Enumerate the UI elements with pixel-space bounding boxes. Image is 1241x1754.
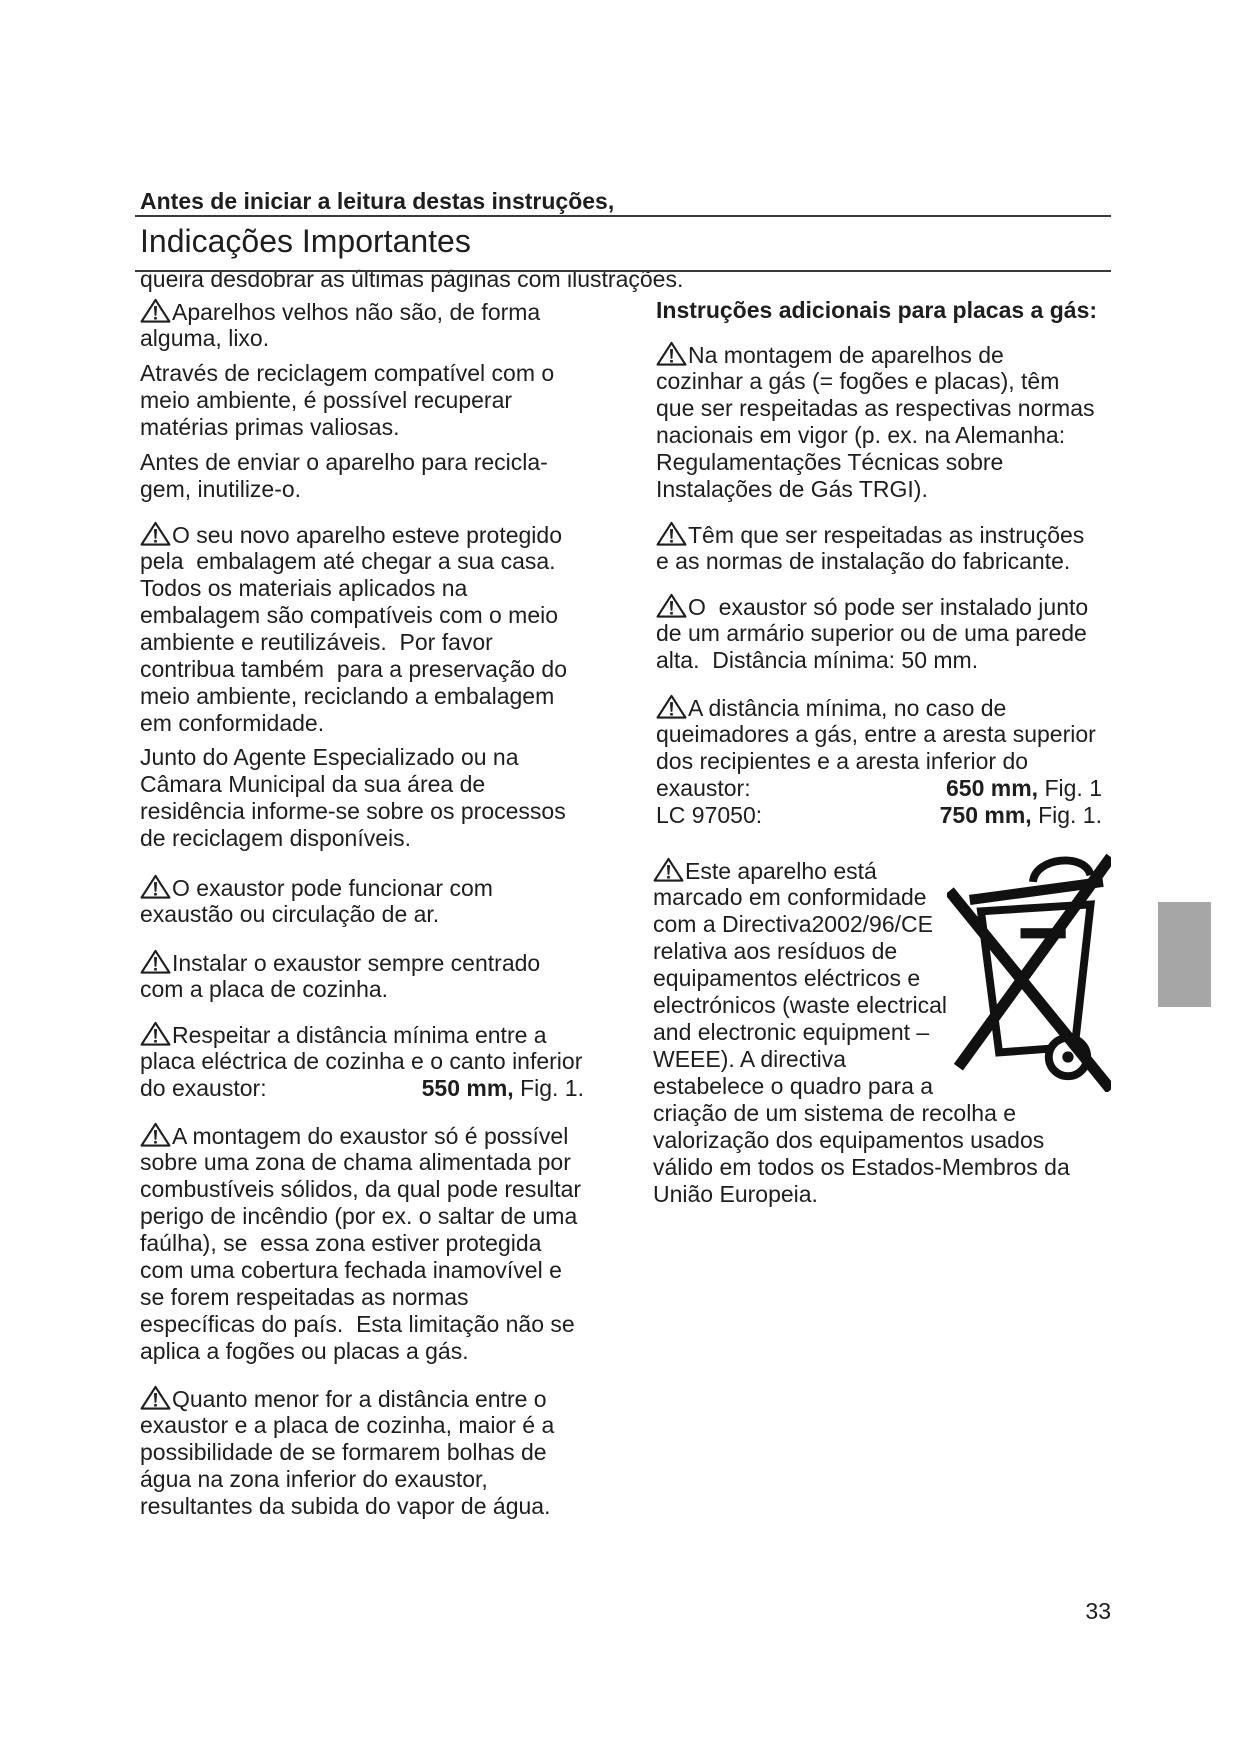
line-text: and electronic equipment –: [653, 1019, 930, 1045]
warning-triangle-icon: [140, 1021, 171, 1046]
text-line: [656, 476, 1095, 503]
line-text: O exaustor só pode ser instalado junto: [688, 594, 1089, 620]
value-distance: 750 mm,: [939, 802, 1032, 828]
warning-triangle-icon: [140, 521, 171, 546]
text-line: [140, 548, 567, 575]
line-text: estabelece o quadro para a: [653, 1073, 934, 1099]
line-text: de reciclagem disponíveis.: [140, 825, 412, 851]
line-text: residência informe-se sobre os processos: [140, 798, 566, 824]
text-line: [140, 476, 548, 503]
text-line: [140, 949, 540, 976]
warning-triangle-icon: [140, 298, 171, 323]
text-line: [140, 1149, 581, 1176]
line-text: Antes de enviar o aparelho para recicla-: [140, 449, 548, 475]
value-group: [422, 1075, 584, 1102]
line-text: exaustor e a placa de cozinha, maior é a: [140, 1412, 555, 1438]
intro-line: queira desdobrar as últimas páginas com ilustrações.: [140, 266, 684, 292]
line-text: válido em todos os Estados-Membros da: [653, 1154, 1070, 1180]
warning-triangle-icon: [656, 521, 687, 546]
text-line: [656, 422, 1095, 449]
text-line: [656, 721, 1102, 748]
line-text: água na zona inferior do exaustor,: [140, 1466, 488, 1492]
paragraph-min-distance-electric: [140, 1021, 584, 1102]
text-line: [140, 1048, 584, 1075]
line-text: cozinhar a gás (= fogões e placas), têm: [656, 368, 1060, 394]
line-text: Todos os materiais aplicados na: [140, 575, 468, 601]
text-line: [140, 521, 567, 548]
text-line: [140, 1466, 554, 1493]
gas-instructions-heading: Instruções adicionais para placas a gás:: [656, 297, 1098, 323]
line-text: meio ambiente, reciclando a embalagem: [140, 683, 555, 709]
text-line: [140, 449, 548, 476]
line-text: O exaustor pode funcionar com: [172, 875, 493, 901]
line-text: exaustão ou circulação de ar.: [140, 901, 440, 927]
text-line: [653, 1181, 1070, 1208]
line-text: A distância mínima, no caso de: [688, 695, 1007, 721]
line-text: equipamentos eléctricos e: [653, 965, 921, 991]
line-text: Instalações de Gás TRGI).: [656, 476, 928, 502]
text-line: [140, 656, 567, 683]
paragraph-min-distance-gas: [656, 694, 1102, 829]
section-title: Indicações Importantes: [140, 223, 471, 259]
value-distance: 650 mm,: [946, 775, 1039, 801]
text-line: [140, 1021, 584, 1048]
line-text: Este aparelho está: [685, 858, 877, 884]
text-line: [140, 298, 540, 325]
value-figure-ref: Fig. 1: [1038, 775, 1102, 801]
line-text: queimadores a gás, entre a aresta superior: [656, 721, 1096, 747]
warning-triangle-icon: [653, 857, 684, 882]
value-figure-ref: Fig. 1.: [1031, 802, 1102, 828]
line-text: alta. Distância mínima: 50 mm.: [656, 647, 979, 673]
line-text: Junto do Agente Especializado ou na: [140, 744, 519, 770]
line-text: relativa aos resíduos de: [653, 938, 898, 964]
line-text: Instalar o exaustor sempre centrado: [172, 950, 541, 976]
value-label: exaustor:: [656, 775, 751, 801]
line-text: Regulamentações Técnicas sobre: [656, 449, 1004, 475]
line-text: perigo de incêndio (por ex. o saltar de uma: [140, 1203, 578, 1229]
paragraph-condensation: [140, 1385, 554, 1520]
line-text: faúlha), se essa zona estiver protegida: [140, 1230, 542, 1256]
line-text: matérias primas valiosas.: [140, 414, 400, 440]
text-line: [140, 1385, 554, 1412]
text-line: [140, 771, 566, 798]
line-text: criação de um sistema de recolha e: [653, 1100, 1017, 1126]
text-line: [140, 1412, 554, 1439]
line-text: marcado em conformidade: [653, 884, 927, 910]
line-text: Câmara Municipal da sua área de: [140, 771, 486, 797]
line-text: com uma cobertura fechada inamovível e: [140, 1257, 562, 1283]
text-line: [656, 775, 1102, 802]
line-text: Através de reciclagem compatível com o: [140, 360, 555, 386]
line-text: em conformidade.: [140, 710, 325, 736]
text-line: [656, 449, 1095, 476]
text-line: [140, 1257, 581, 1284]
text-line: [140, 1439, 554, 1466]
paragraph-old-appliances: [140, 298, 540, 352]
text-line: [656, 748, 1102, 775]
text-line: [140, 710, 567, 737]
text-line: [140, 360, 554, 387]
line-text: e as normas de instalação do fabricante.: [656, 548, 1071, 574]
line-text: combustíveis sólidos, da qual pode resultar: [140, 1176, 582, 1202]
line-text: Têm que ser respeitadas as instruções: [688, 522, 1085, 548]
text-line: [656, 802, 1102, 829]
line-text: Quanto menor for a distância entre o: [172, 1386, 547, 1412]
warning-triangle-icon: [656, 694, 687, 719]
text-line: [140, 629, 567, 656]
line-text: resultantes da subida do vapor de água.: [140, 1493, 551, 1519]
text-line: [140, 1203, 581, 1230]
paragraph-gas-standards: [656, 341, 1095, 503]
line-text: nacionais em vigor (p. ex. na Alemanha:: [656, 422, 1066, 448]
line-text: se forem respeitadas as normas: [140, 1284, 469, 1310]
warning-triangle-icon: [140, 1385, 171, 1410]
side-thumb-tab: [1158, 902, 1211, 1007]
line-text: que ser respeitadas as respectivas normas: [656, 395, 1095, 421]
text-line: [653, 1127, 1070, 1154]
value-label: LC 97050:: [656, 802, 763, 828]
line-text: alguma, lixo.: [140, 325, 270, 351]
paragraph-center-hood: [140, 949, 540, 1003]
value-group: [940, 802, 1102, 829]
line-text: A montagem do exaustor só é possível: [172, 1123, 569, 1149]
page-number: 33: [1085, 1598, 1111, 1624]
title-rule-top: [135, 215, 1111, 217]
crossed-out-wheeled-bin-icon: [947, 848, 1111, 1092]
text-line: [140, 602, 567, 629]
warning-triangle-icon: [656, 593, 687, 618]
warning-triangle-icon: [140, 1122, 171, 1147]
text-line: [656, 647, 1088, 674]
line-text: Aparelhos velhos não são, de forma: [172, 299, 541, 325]
text-line: [653, 1100, 1070, 1127]
line-text: electrónicos (waste electrical: [653, 992, 948, 1018]
value-label: do exaustor:: [140, 1075, 267, 1101]
text-line: [140, 874, 493, 901]
text-line: [656, 548, 1084, 575]
line-text: sobre uma zona de chama alimentada por: [140, 1149, 571, 1175]
text-line: [140, 901, 493, 928]
text-line: [140, 414, 554, 441]
line-text: valorização dos equipamentos usados: [653, 1127, 1045, 1153]
line-text: Respeitar a distância mínima entre a: [172, 1022, 547, 1048]
text-line: [140, 1493, 554, 1520]
text-line: [656, 395, 1095, 422]
text-line: [140, 1075, 584, 1102]
text-line: [656, 694, 1102, 721]
text-line: [140, 387, 554, 414]
text-line: [140, 744, 566, 771]
line-text: dos recipientes e a aresta inferior do: [656, 748, 1029, 774]
line-text: com a Directiva2002/96/CE: [653, 911, 933, 937]
paragraph-manufacturer-instructions: [656, 521, 1084, 575]
line-text: com a placa de cozinha.: [140, 976, 389, 1002]
paragraph-local-recycling-info: [140, 744, 566, 852]
line-text: ambiente e reutilizáveis. Por favor: [140, 629, 493, 655]
value-distance: 550 mm,: [421, 1075, 514, 1101]
text-line: [140, 976, 540, 1003]
paragraph-wall-distance: [656, 593, 1088, 674]
paragraph-extraction-modes: [140, 874, 493, 928]
text-line: [140, 798, 566, 825]
line-text: de um armário superior ou de uma parede: [656, 620, 1087, 646]
text-line: [653, 1154, 1070, 1181]
line-text: Na montagem de aparelhos de: [688, 342, 1004, 368]
text-line: [140, 1122, 581, 1149]
intro-bold-line: Antes de iniciar a leitura destas instruções,: [140, 188, 615, 214]
text-line: [140, 575, 567, 602]
text-line: [140, 1230, 581, 1257]
warning-triangle-icon: [140, 949, 171, 974]
text-line: [140, 825, 566, 852]
line-text: WEEE). A directiva: [653, 1046, 847, 1072]
line-text: contribua também para a preservação do: [140, 656, 568, 682]
text-line: [140, 1176, 581, 1203]
line-text: O seu novo aparelho esteve protegido: [172, 522, 562, 548]
text-line: [656, 368, 1095, 395]
text-line: [656, 620, 1088, 647]
line-text: embalagem são compatíveis com o meio: [140, 602, 559, 628]
line-text: possibilidade de se formarem bolhas de: [140, 1439, 547, 1465]
paragraph-disable-before-recycling: [140, 449, 548, 503]
warning-triangle-icon: [140, 874, 171, 899]
line-text: União Europeia.: [653, 1181, 818, 1207]
text-line: [656, 521, 1084, 548]
line-text: aplica a fogões ou placas a gás.: [140, 1338, 469, 1364]
value-group: [946, 775, 1102, 802]
text-line: [140, 1338, 581, 1365]
paragraph-recycling: [140, 360, 554, 441]
text-line: [140, 683, 567, 710]
line-text: meio ambiente, é possível recuperar: [140, 387, 513, 413]
line-text: pela embalagem até chegar a sua casa.: [140, 548, 556, 574]
text-line: [140, 1284, 581, 1311]
text-line: [656, 341, 1095, 368]
paragraph-packaging: [140, 521, 567, 737]
text-line: [140, 1311, 581, 1338]
warning-triangle-icon: [656, 341, 687, 366]
text-line: [656, 593, 1088, 620]
paragraph-solid-fuel: [140, 1122, 581, 1365]
title-rule-bottom: [135, 270, 1111, 272]
value-figure-ref: Fig. 1.: [513, 1075, 584, 1101]
line-text: gem, inutilize-o.: [140, 476, 302, 502]
text-line: [140, 325, 540, 352]
line-text: placa eléctrica de cozinha e o canto inferior: [140, 1048, 583, 1074]
line-text: específicas do país. Esta limitação não se: [140, 1311, 575, 1337]
